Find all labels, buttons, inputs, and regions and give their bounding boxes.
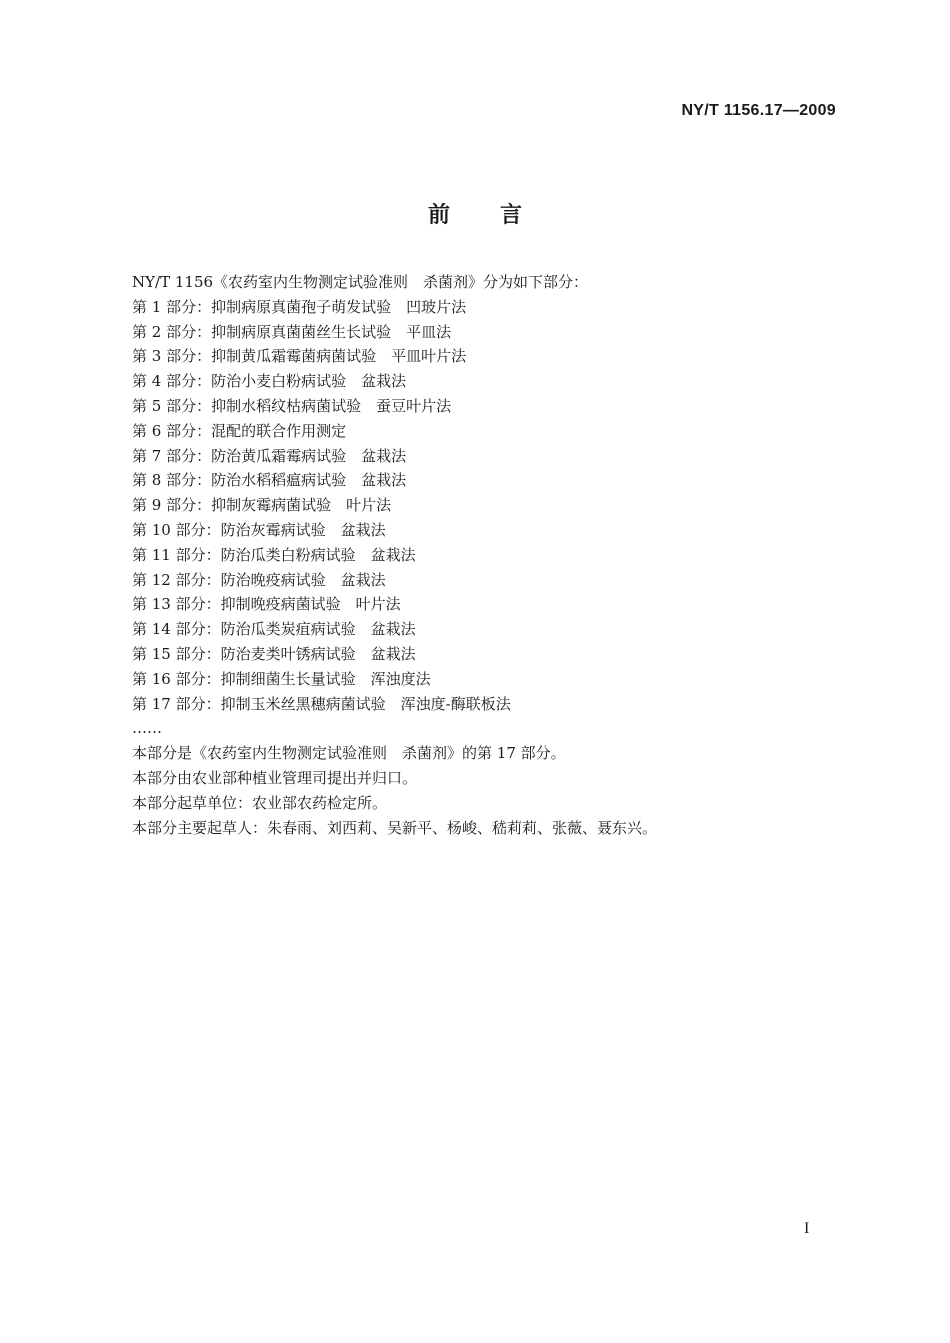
part-item: 第 3 部分：抑制黄瓜霜霉菌病菌试验 平皿叶片法 <box>132 347 467 366</box>
statements <box>132 741 832 840</box>
part-item: 第 1 部分：抑制病原真菌孢子萌发试验 凹玻片法 <box>132 297 467 316</box>
parts-list <box>132 295 832 717</box>
standard-code: NY/T 1156.17—2009 <box>681 102 836 119</box>
statement-part-number: 本部分是《农药室内生物测定试验准则 杀菌剂》的第 17 部分。 <box>132 744 566 763</box>
part-item: 第 8 部分：防治水稻稻瘟病试验 盆栽法 <box>132 471 407 490</box>
part-item: 第 12 部分：防治晚疫病试验 盆栽法 <box>132 570 386 589</box>
part-item: 第 15 部分：防治麦类叶锈病试验 盆栽法 <box>132 644 416 663</box>
part-item: 第 17 部分：抑制玉米丝黑穗病菌试验 浑浊度-酶联板法 <box>132 694 511 713</box>
part-item: 第 13 部分：抑制晚疫病菌试验 叶片法 <box>132 595 401 614</box>
part-item: 第 5 部分：抑制水稻纹枯病菌试验 蚕豆叶片法 <box>132 396 452 415</box>
statement-drafters: 本部分主要起草人：朱春雨、刘西莉、吴新平、杨峻、嵇莉莉、张薇、聂东兴。 <box>132 818 658 837</box>
part-item: 第 11 部分：防治瓜类白粉病试验 盆栽法 <box>132 545 416 564</box>
statement-proposer: 本部分由农业部种植业管理司提出并归口。 <box>132 768 418 787</box>
part-item: 第 9 部分：抑制灰霉病菌试验 叶片法 <box>132 496 392 515</box>
part-item: 第 7 部分：防治黄瓜霜霉病试验 盆栽法 <box>132 446 407 465</box>
statement-drafting-unit: 本部分起草单位：农业部农药检定所。 <box>132 793 388 812</box>
ellipsis: …… <box>132 719 162 738</box>
part-item: 第 2 部分：抑制病原真菌菌丝生长试验 平皿法 <box>132 322 452 341</box>
document-body <box>132 270 832 840</box>
intro-line: NY/T 1156《农药室内生物测定试验准则 杀菌剂》分为如下部分： <box>132 273 589 291</box>
part-item: 第 14 部分：防治瓜类炭疽病试验 盆栽法 <box>132 620 416 639</box>
page-number: I <box>804 1220 810 1237</box>
part-item: 第 10 部分：防治灰霉病试验 盆栽法 <box>132 520 386 539</box>
page-title: 前言 <box>427 203 572 228</box>
part-item: 第 16 部分：抑制细菌生长量试验 浑浊度法 <box>132 669 431 688</box>
part-item: 第 4 部分：防治小麦白粉病试验 盆栽法 <box>132 372 407 391</box>
part-item: 第 6 部分：混配的联合作用测定 <box>132 421 347 440</box>
